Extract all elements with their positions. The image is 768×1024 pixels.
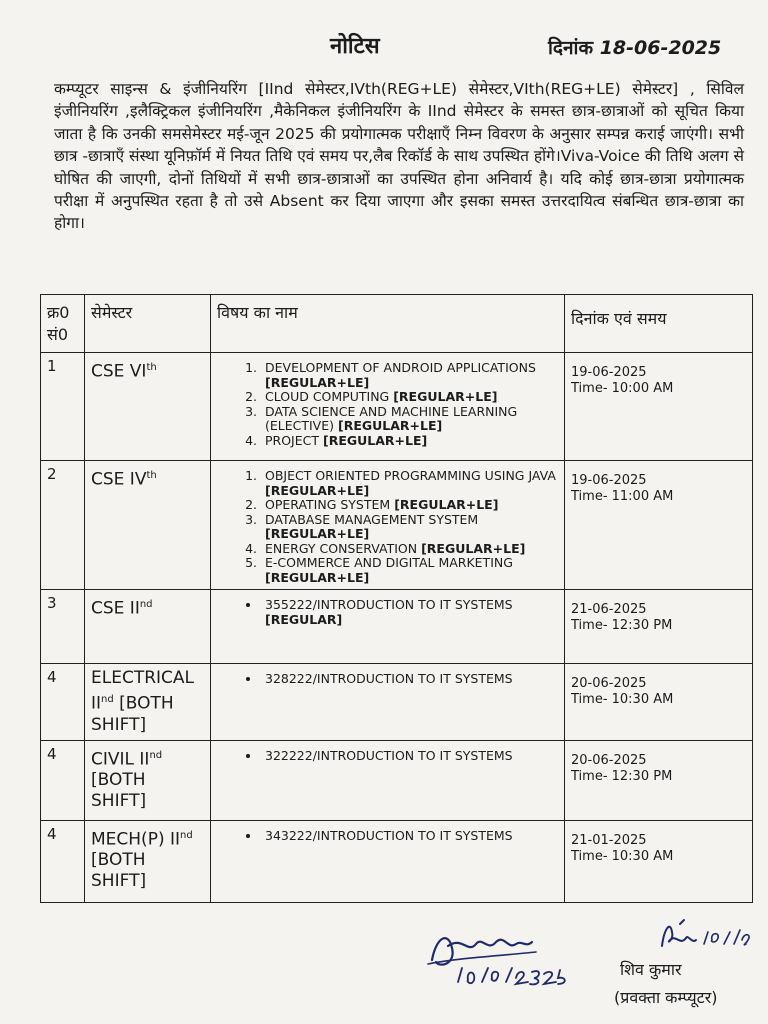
signatory-name: शिव कुमार <box>620 960 682 979</box>
subject-name: CLOUD COMPUTING <box>265 389 390 404</box>
right-signature <box>650 910 760 960</box>
subject-name: 343222/INTRODUCTION TO IT SYSTEMS <box>265 827 513 843</box>
list-item <box>261 434 558 449</box>
notice-title: नोटिस <box>330 34 380 59</box>
header-subject: विषय का नाम <box>211 295 565 353</box>
row-sno: 4 <box>41 664 85 741</box>
subject-name: ENERGY CONSERVATION <box>265 540 418 556</box>
subject-tag: [REGULAR+LE] <box>338 418 443 433</box>
left-signature <box>418 918 588 988</box>
semester-name: CSE VI <box>91 361 147 382</box>
row-sno: 4 <box>41 820 85 902</box>
subject-tag: [REGULAR+LE] <box>394 497 499 512</box>
exam-time: Time- 10:00 AM <box>571 381 674 396</box>
list-item <box>261 542 558 557</box>
schedule-table <box>40 294 753 903</box>
row-datetime <box>565 353 753 461</box>
semester-name: ELECTRICAL II <box>91 668 195 714</box>
row-subjects <box>211 590 565 664</box>
subject-name: OPERATING SYSTEM <box>265 497 391 512</box>
subject-tag: [REGULAR+LE] <box>393 389 498 404</box>
semester-name: CIVIL II <box>91 749 150 770</box>
row-semester <box>85 353 211 461</box>
list-item <box>261 405 558 434</box>
subject-list <box>217 672 558 687</box>
notice-body: कम्प्यूटर साइन्स & इंजीनियरिंग [IInd सेमेस्टर,IVth(REG+LE) सेमेस्टर,VIth(REG+LE) सेमेस्टर] , सिविल इंजीनियरिंग ,इलैक्ट्रिकल इंजीनियरिंग ,मैकेनिकल इंजीनियरिंग के IInd सेमेस्टर के समस्त छात्र-छात्राओं को सूचित किया जाता है कि उनकी समसेमेस्टर मई-जून 2025 की प्रयोगात्मक परीक्षाएँ निम्न विवरण के अनुसार सम्पन्न कराई जाएंगी। सभी छात्र -छात्राएँ संस्था यूनिफ़ॉर्म में नियत तिथि एवं समय पर,लैब रिकॉर्ड के साथ उपस्थित होंगे।Viva-Voice की तिथि अलग से घोषित की जाएगी, दोनों तिथियों में सभी छात्र-छात्राओं का उपस्थित होना अनिवार्य है। यदि कोई छात्र-छात्रा प्रयोगात्मक परीक्षा में अनुपस्थित रहता है तो उसे Absent कर दिया जाएगा और इसका समस्त उत्तरदायित्व संबन्धित छात्र-छात्रा का होगा। <box>54 80 744 233</box>
subject-name: 355222/INTRODUCTION TO IT SYSTEMS <box>265 597 513 612</box>
table-row <box>41 461 753 590</box>
row-sno: 3 <box>41 590 85 664</box>
semester-suffix: nd <box>101 694 114 705</box>
subject-name: DEVELOPMENT OF ANDROID APPLICATIONS <box>265 360 536 375</box>
header-datetime: दिनांक एवं समय <box>565 295 753 353</box>
row-datetime <box>565 740 753 820</box>
exam-date: 20-06-2025 <box>571 676 647 691</box>
subject-list <box>217 469 558 585</box>
row-sno: 1 <box>41 353 85 461</box>
exam-date: 21-06-2025 <box>571 602 647 617</box>
exam-time: Time- 10:30 AM <box>571 848 674 864</box>
semester-suffix: th <box>146 470 157 481</box>
subject-tag: [REGULAR+LE] <box>265 526 370 541</box>
subject-list <box>217 829 558 844</box>
list-item <box>261 829 558 844</box>
signatory-designation: (प्रवक्ता कम्प्यूटर) <box>614 988 718 1007</box>
subject-list <box>217 749 558 764</box>
subject-name: 322222/INTRODUCTION TO IT SYSTEMS <box>265 747 513 763</box>
subject-name: E-COMMERCE AND DIGITAL MARKETING <box>265 555 513 570</box>
table-header-row <box>41 295 753 353</box>
row-subjects <box>211 664 565 741</box>
header-semester: सेमेस्टर <box>85 295 211 353</box>
subject-name: 328222/INTRODUCTION TO IT SYSTEMS <box>265 671 513 686</box>
list-item <box>261 556 558 585</box>
exam-time: Time- 12:30 PM <box>571 618 673 633</box>
subject-name: PROJECT <box>265 432 320 448</box>
row-datetime <box>565 590 753 664</box>
row-subjects <box>211 820 565 902</box>
row-datetime <box>565 461 753 590</box>
row-semester <box>85 590 211 664</box>
row-subjects <box>211 461 565 590</box>
exam-time: Time- 12:30 PM <box>571 768 673 784</box>
subject-tag: [REGULAR+LE] <box>421 540 526 556</box>
subject-tag: [REGULAR+LE] <box>265 482 370 498</box>
list-item <box>261 498 558 513</box>
list-item <box>261 469 558 498</box>
semester-shift: [BOTH SHIFT] <box>91 850 147 892</box>
semester-name: CSE II <box>91 598 140 619</box>
list-item <box>261 672 558 687</box>
table-body <box>41 353 753 903</box>
exam-date: 21-01-2025 <box>571 832 647 848</box>
semester-suffix: nd <box>149 749 163 761</box>
subject-tag: [REGULAR+LE] <box>265 374 370 390</box>
semester-suffix: th <box>146 362 157 373</box>
row-semester <box>85 820 211 902</box>
date-value: 18-06-2025 <box>599 37 722 59</box>
row-subjects <box>211 353 565 461</box>
header-sno: क्र0 सं0 <box>41 295 85 353</box>
subject-tag: [REGULAR] <box>265 611 343 627</box>
exam-time: Time- 10:30 AM <box>571 692 674 707</box>
subject-name: OBJECT ORIENTED PROGRAMMING USING JAVA <box>265 468 556 483</box>
notice-date <box>548 34 721 60</box>
row-datetime <box>565 664 753 741</box>
exam-time: Time- 11:00 AM <box>571 489 674 504</box>
list-item <box>261 598 558 627</box>
subject-tag: [REGULAR+LE] <box>323 432 428 448</box>
row-subjects <box>211 740 565 820</box>
row-semester <box>85 461 211 590</box>
row-datetime <box>565 820 753 902</box>
subject-name: DATA SCIENCE AND MACHINE LEARNING (ELECTIVE) <box>265 403 518 433</box>
list-item <box>261 390 558 405</box>
semester-shift: [BOTH SHIFT] <box>91 693 174 735</box>
table-row <box>41 820 753 902</box>
semester-shift: [BOTH SHIFT] <box>91 770 147 812</box>
semester-suffix: nd <box>180 829 193 841</box>
subject-tag: [REGULAR+LE] <box>265 569 370 585</box>
semester-name: MECH(P) II <box>91 829 181 850</box>
subject-name: DATABASE MANAGEMENT SYSTEM <box>265 511 479 527</box>
semester-suffix: nd <box>139 599 153 610</box>
row-semester <box>85 664 211 741</box>
subject-list <box>217 598 558 627</box>
exam-date: 19-06-2025 <box>571 473 647 488</box>
list-item <box>261 749 558 764</box>
exam-date: 19-06-2025 <box>571 365 647 380</box>
table-row <box>41 590 753 664</box>
row-semester <box>85 740 211 820</box>
list-item <box>261 513 558 542</box>
subject-list <box>217 361 558 448</box>
exam-date: 20-06-2025 <box>571 752 647 768</box>
table-row <box>41 740 753 820</box>
list-item <box>261 361 558 390</box>
row-sno: 2 <box>41 461 85 590</box>
row-sno: 4 <box>41 740 85 820</box>
table-row <box>41 664 753 741</box>
table-row <box>41 353 753 461</box>
date-label: दिनांक <box>548 37 594 59</box>
semester-name: CSE IV <box>91 469 147 490</box>
